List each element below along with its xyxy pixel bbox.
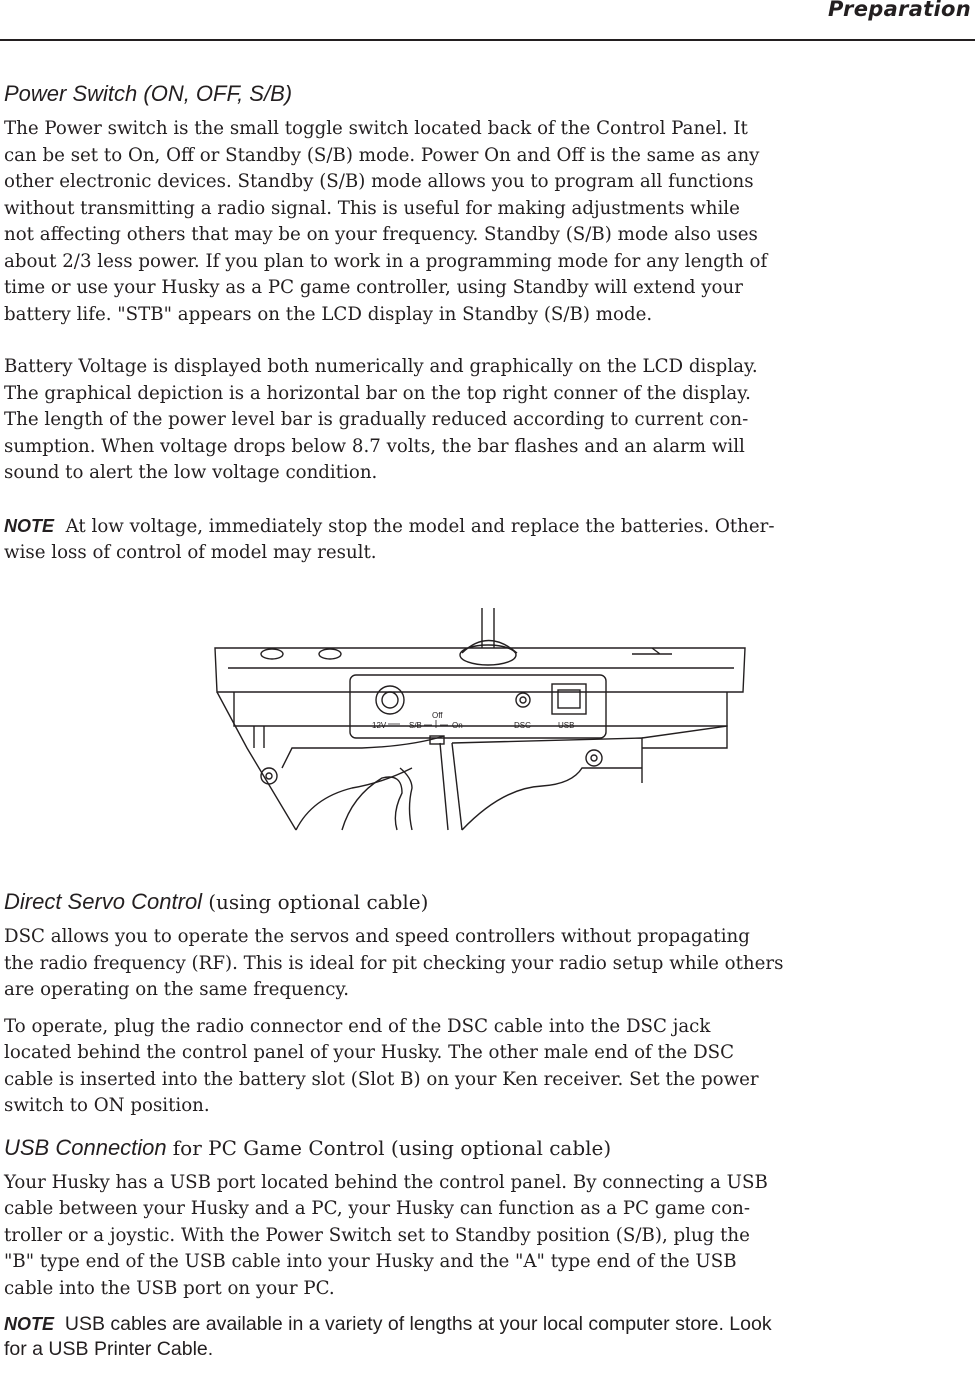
label-usb: USB	[558, 721, 575, 730]
control-panel-rear-illustration	[212, 608, 746, 833]
page-title: Preparation	[828, 0, 971, 21]
dsc-heading: Direct Servo Control (using optional cable)	[4, 889, 429, 914]
note-label: NOTE	[4, 1314, 55, 1334]
lower-content	[4, 888, 970, 1362]
note-label: NOTE	[4, 515, 55, 536]
usb-heading: USB Connection for PC Game Control (using optional cable)	[4, 1134, 612, 1160]
page-content	[4, 80, 970, 567]
label-on: On	[452, 721, 463, 730]
dsc-paragraph-1: DSC allows you to operate the servos and speed controllers without propagating the radio frequency (RF). This is ideal for pit checking your radio setup while others are operating on the same frequency.	[4, 926, 784, 1000]
page-header	[0, 0, 975, 42]
low-voltage-note: NOTE At low voltage, immediately stop the model and replace the batteries. Other- wise loss of control of model may result.	[4, 515, 775, 563]
usb-paragraph: Your Husky has a USB port located behind the control panel. By connecting a USB cable between your Husky and a PC, your Husky can function as a PC game con- troller or a joystic. With the Power Switch set to Standby position (S/B), plug the "B" type end of the USB cable into your Husky and the "A" type end of the USB cable into the USB port on your PC.	[4, 1171, 768, 1299]
usb-note: NOTE USB cables are available in a variety of lengths at your local computer store. Look for a USB Printer Cable.	[4, 1313, 772, 1360]
power-switch-paragraph: The Power switch is the small toggle switch located back of the Control Panel. It can be set to On, Off or Standby (S/B) mode. Power On and Off is the same as any other electronic devices. Standby (S/B) mode allows you to program all functions without transmitting a radio signal. This is useful for making adjustments while not affecting others that may be on your frequency. Standby (S/B) mode also uses about 2/3 less power. If you plan to work in a programming mode for any length of time or use your Husky as a PC game controller, using Standby will extend your battery life. "STB" appears on the LCD display in Standby (S/B) mode.	[4, 118, 768, 325]
header-rule	[0, 39, 975, 41]
dsc-paragraph-2: To operate, plug the radio connector end of the DSC cable into the DSC jack located behind the control panel of your Husky. The other male end of the DSC cable is inserted into the battery slot (Slot B) on your Ken receiver. Set the power switch to ON position.	[4, 1015, 759, 1116]
label-12v: 12V	[372, 721, 387, 730]
label-dsc: DSC	[514, 721, 531, 730]
label-sb: S/B	[409, 721, 422, 730]
battery-voltage-paragraph: Battery Voltage is displayed both numerically and graphically on the LCD display. The graphical depiction is a horizontal bar on the top right conner of the display. The length of the power level bar is gradually reduced according to current con- sumption. When voltage drops below 8.7 volts, the bar flashes and an alarm will sound to alert the low voltage condition.	[4, 356, 758, 483]
power-switch-heading: Power Switch (ON, OFF, S/B)	[4, 81, 293, 106]
label-off: Off	[432, 711, 443, 720]
control-panel-drawing	[212, 608, 746, 833]
